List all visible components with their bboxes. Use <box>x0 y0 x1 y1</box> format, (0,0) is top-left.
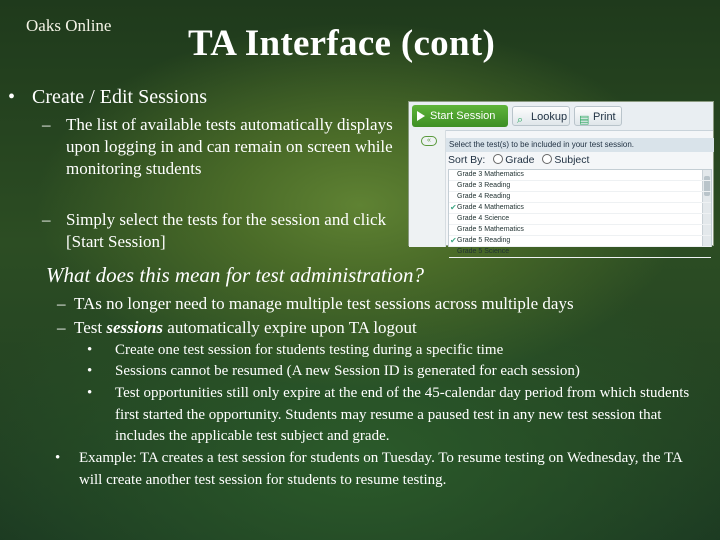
sort-grade-radio[interactable] <box>493 154 503 164</box>
point-sessions-expire: – Test sessions automatically expire upon TA logout <box>57 318 417 337</box>
point-prefix: Test <box>74 318 107 337</box>
test-name: Grade 5 Mathematics <box>457 226 524 233</box>
toolbar <box>409 102 713 131</box>
test-name: Grade 4 Science <box>457 215 510 222</box>
bullet-create-edit <box>8 86 207 109</box>
ta-interface-screenshot <box>408 101 714 255</box>
test-list-item[interactable] <box>449 236 711 247</box>
test-list-item[interactable] <box>449 170 711 181</box>
detail-item: • Create one test session for students testing during a specific time <box>87 342 504 358</box>
test-list-item[interactable] <box>449 181 711 192</box>
test-list <box>448 169 712 255</box>
test-selection-area <box>446 130 713 255</box>
printer-icon: ▤ <box>579 114 590 126</box>
test-list-item[interactable] <box>449 247 711 258</box>
point-emphasis: sessions <box>106 318 164 337</box>
test-list-item[interactable] <box>449 192 711 203</box>
test-name: Grade 4 Mathematics <box>457 204 524 211</box>
print-button[interactable]: ▤ Print <box>574 106 622 126</box>
collapse-icon: « <box>421 136 437 146</box>
sort-subject-radio[interactable] <box>542 154 552 164</box>
sub-bullet-text: The list of available tests automatically displays upon logging in and can remain on screen while monitoring students <box>66 115 393 178</box>
checkmark-icon: ✔ <box>450 203 457 212</box>
sort-by-control: Sort By: Grade Subject <box>448 154 590 166</box>
instruction-bar: Select the test(s) to be included in your test session. <box>446 138 714 152</box>
test-name: Grade 3 Mathematics <box>457 171 524 178</box>
bullet-dot: • <box>8 86 16 108</box>
test-name: Grade 3 Reading <box>457 182 511 189</box>
bullet-text: Create / Edit Sessions <box>32 86 207 108</box>
detail-item: • Test opportunities still only expire at the end of the 45-calendar day period from which students first started the opportunity. Students may resume a paused test in any new test session that includes the applicable test subject and grade. <box>87 385 690 444</box>
point-text: TAs no longer need to manage multiple test sessions across multiple days <box>74 294 574 313</box>
lookup-button[interactable]: ⌕ Lookup <box>512 106 570 126</box>
test-list-item[interactable] <box>449 203 711 214</box>
test-name: Grade 5 Science <box>457 248 510 255</box>
detail-item: • Sessions cannot be resumed (A new Session ID is generated for each session) <box>87 363 580 379</box>
sub-bullet-select-tests: – Simply select the tests for the session and click [Start Session] <box>42 209 412 253</box>
point-text: automatically expire upon TA logout <box>167 318 417 337</box>
brand-label: Oaks Online <box>26 16 112 35</box>
page-title: TA Interface (cont) <box>188 23 496 64</box>
point-multiple-sessions: – TAs no longer need to manage multiple test sessions across multiple days <box>57 294 574 313</box>
collapse-sidebar[interactable] <box>409 130 446 247</box>
example-item: • Example: TA creates a test session for students on Tuesday. To resume testing on Wednesday, the TA will create another test session for students to resume testing. <box>55 450 683 488</box>
start-session-button[interactable]: Start Session <box>412 105 508 127</box>
checkmark-icon: ✔ <box>450 236 457 245</box>
test-list-item[interactable] <box>449 214 711 225</box>
test-name: Grade 5 Reading <box>457 237 511 244</box>
question-heading: What does this mean for test administration? <box>46 263 424 287</box>
test-list-item[interactable] <box>449 225 711 236</box>
play-icon <box>417 111 425 121</box>
search-icon: ⌕ <box>517 114 524 126</box>
test-name: Grade 4 Reading <box>457 193 511 200</box>
sub-bullet-list-display: – The list of available tests automatically displays upon logging in and can remain on screen while monitoring students <box>42 114 402 180</box>
sub-bullet-text: Simply select the tests for the session and click [Start Session] <box>66 210 387 251</box>
